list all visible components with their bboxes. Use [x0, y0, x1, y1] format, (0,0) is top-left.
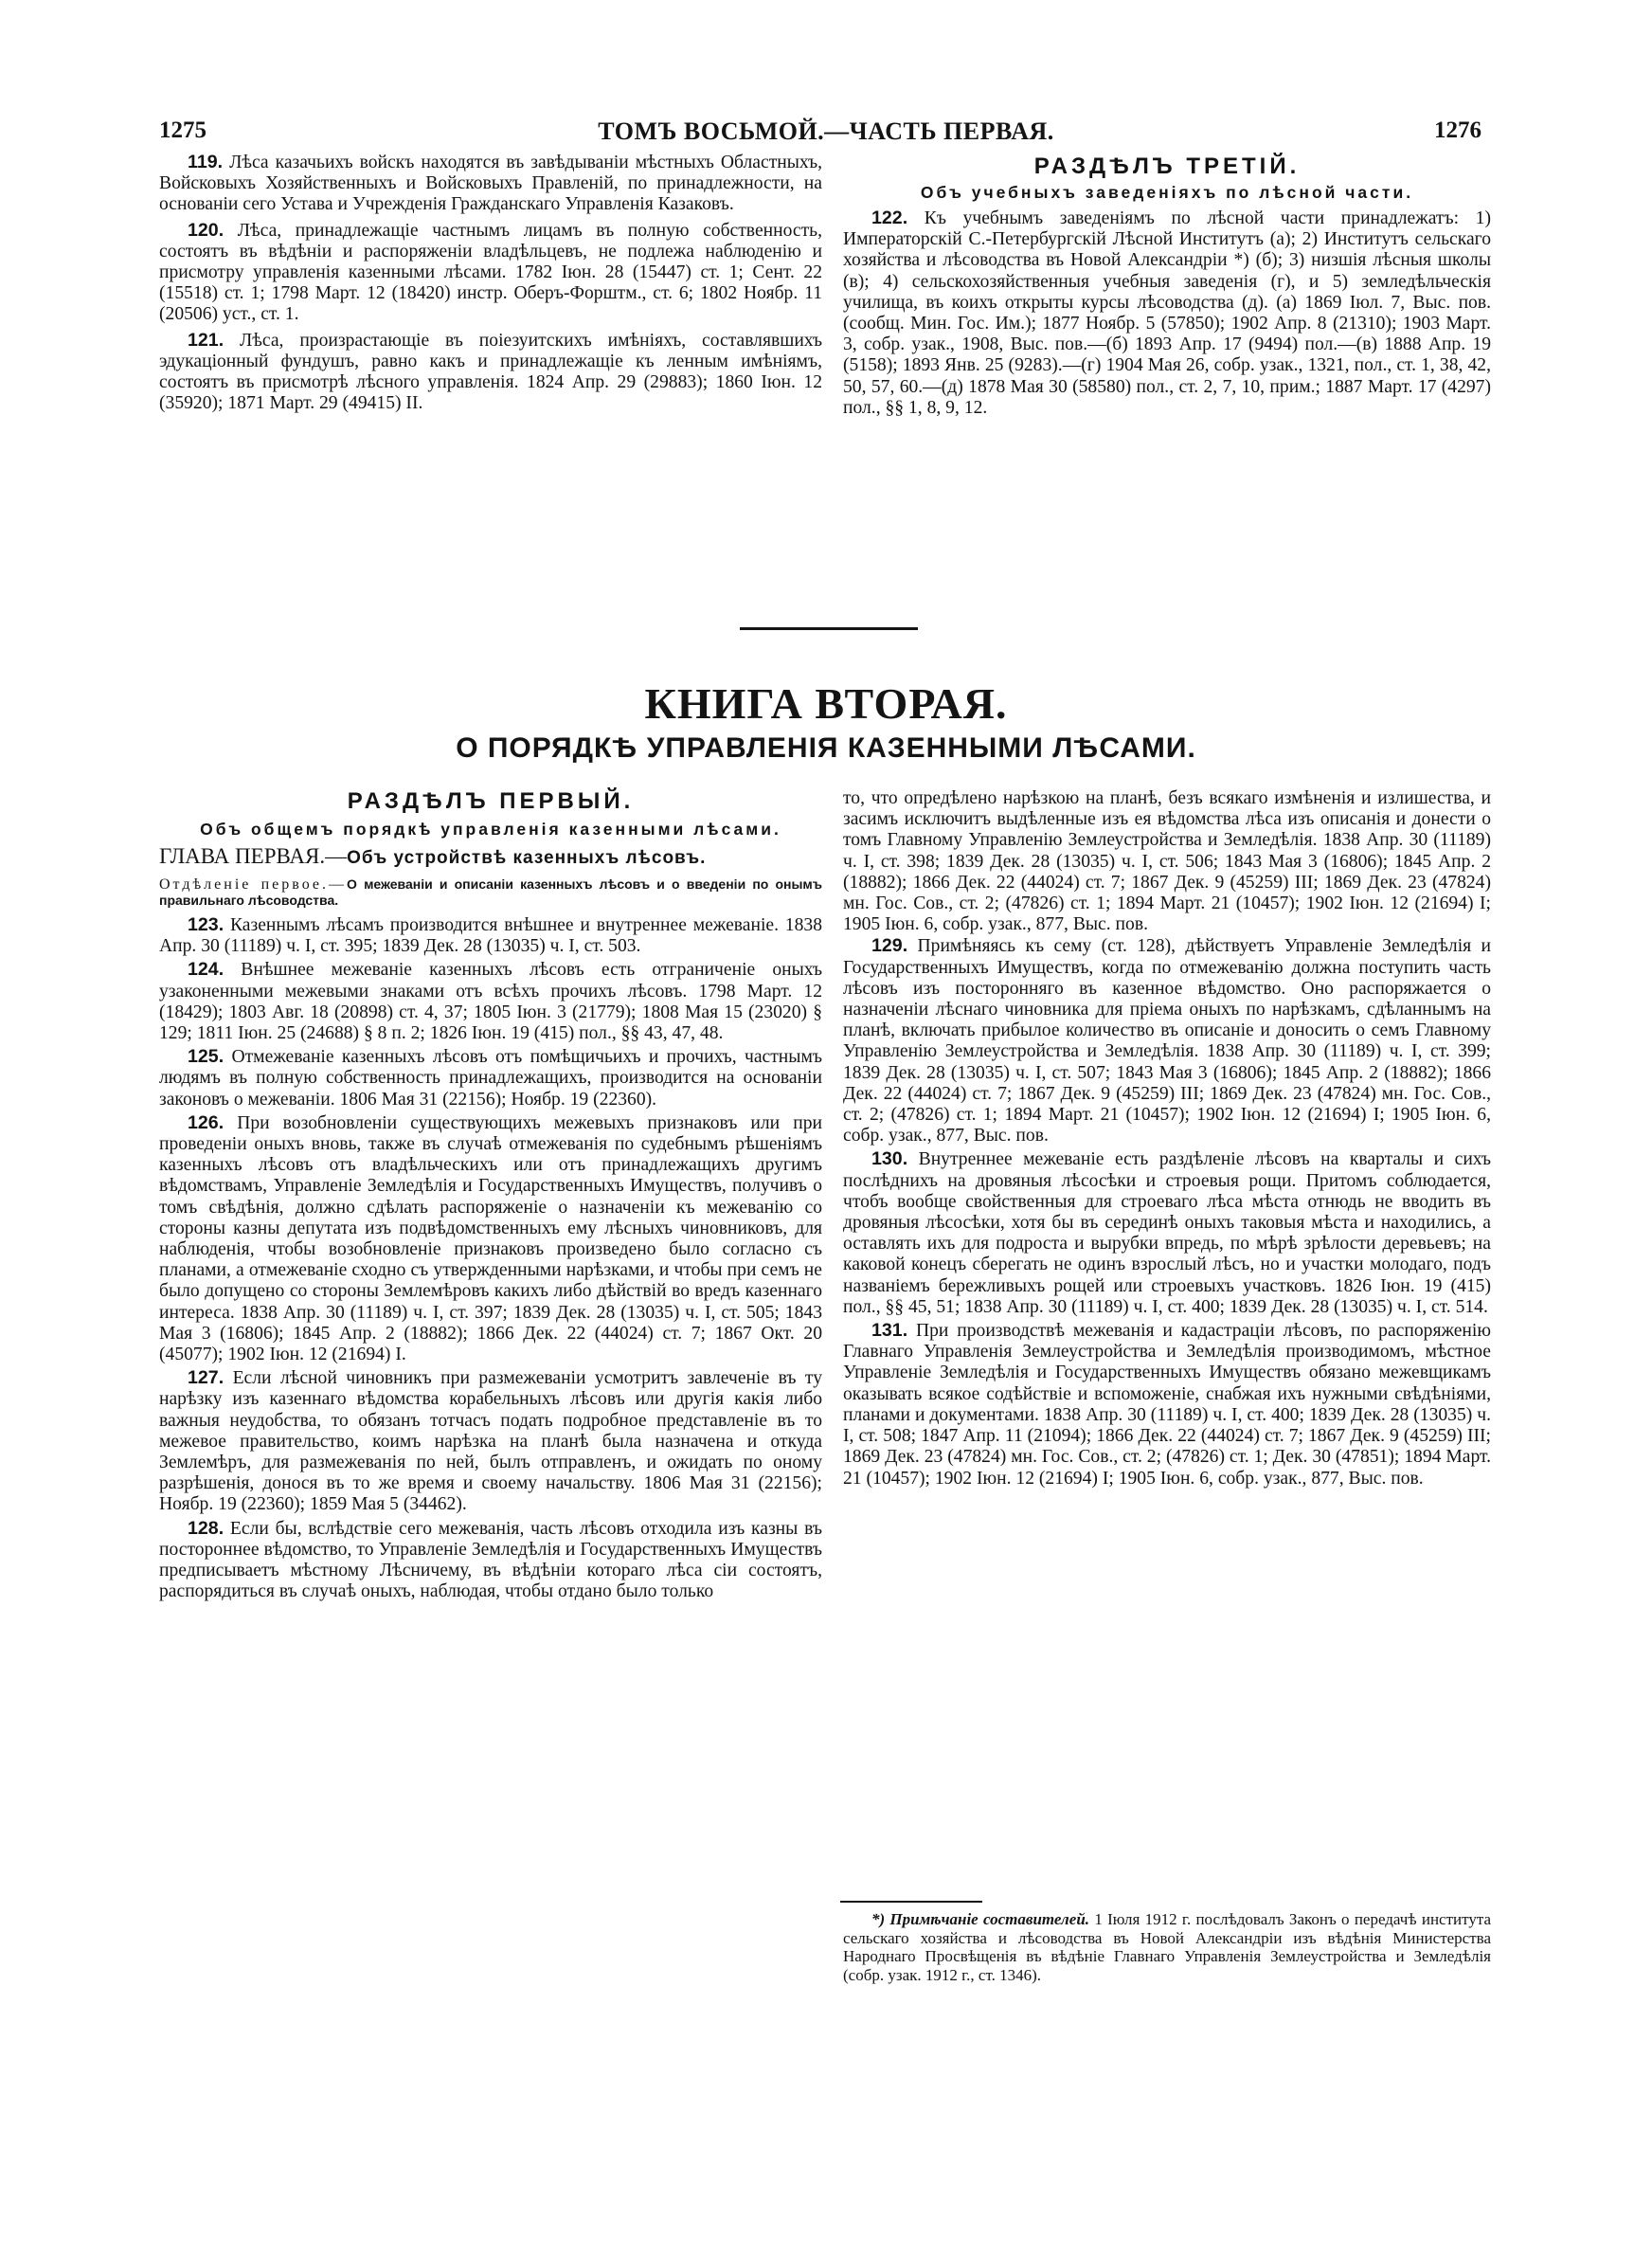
section-divider: [740, 627, 918, 630]
article-text: Внѣшнее межеваніе казенныхъ лѣсовъ есть отграниченіе оныхъ узаконенными межевыми знаками отъ всѣхъ прочихъ лѣсовъ. 1798 Март. 12 (18429); 1803 Авг. 18 (20898) ст. 4, 37; 1805 Іюн. 3 (21779); 1808 Мая 15 (23020) § 129; 1811 Іюн. 25 (24688) § 8 п. 2; 1826 Іюн. 19 (415) пол., §§ 43, 47, 48.: [159, 960, 822, 1044]
article-text: Примѣняясь къ сему (ст. 128), дѣйствуетъ Управленіе Земледѣлія и Государственныхъ Имуществъ, когда по отмежеванію должна поступить часть лѣсовъ изъ посторонняго въ казенное вѣдомство. Оно распоряжается о назначеніи лѣснаго чиновника для пріема оныхъ по нарѣзкамъ, сдѣланнымъ на планѣ, включать прибылое количество въ описаніе и доносить о семъ Главному Управленію Землеустройства и Земледѣлія. 1838 Апр. 30 (11189) ч. I, ст. 399; 1839 Дек. 28 (13035) ч. I, ст. 507; 1843 Мая 3 (16806); 1845 Апр. 2 (18882); 1866 Дек. 22 (44024) ст. 7; 1867 Дек. 9 (45259) III; 1869 Дек. 23 (47824) мн. Гос. Сов., ст. 2; (47826) ст. 1; 1894 Март. 21 (10457); 1902 Іюн. 12 (21694) I; 1905 Іюн. 6, собр. узак., 877, Выс. пов.: [843, 936, 1491, 1147]
article-text: Лѣса казачьихъ войскъ находятся въ завѣдываніи мѣстныхъ Областныхъ, Войсковыхъ Хозяйственныхъ и Войсковыхъ Правленій, по принадлежности, на основаніи сего Устава и Учрежденія Гражданскаго Управленія Казаковъ.: [159, 153, 822, 215]
department-title: О межеваніи и описаніи казенныхъ лѣсовъ и о введеніи по онымъ правильнаго лѣсоводства.: [159, 876, 822, 908]
article-number: 122.: [871, 208, 908, 228]
article-128: [159, 1518, 822, 1603]
article-text: Лѣса, произрастающіе въ поiезуитскихъ имѣніяхъ, составлявшихъ эдукаціонный фундушъ, равно какъ и принадлежащіе къ ленным имѣніямъ, состоятъ въ присмотрѣ лѣсного управленія. 1824 Апр. 29 (29883); 1860 Іюн. 12 (35920); 1871 Март. 29 (49415) II.: [159, 330, 822, 414]
article-126: [159, 1112, 822, 1365]
top-right-column: [843, 153, 1491, 421]
page-number-left: 1275: [159, 117, 206, 143]
article-text: При производствѣ межеванія и кадастраціи лѣсовъ, по распоряженію Главнаго Управленія Землеустройства и Земледѣлія производимомъ, мѣстное Управленіе Земледѣлія и Государственныхъ Имуществъ обязано межевщикамъ оказывать всякое содѣйствіе и вспоможеніе, снабжая ихъ нужными свѣдѣніями, планами и документами. 1838 Апр. 30 (11189) ч. I, ст. 400; 1839 Дек. 28 (13035) ч. I, ст. 508; 1847 Апр. 11 (21094); 1866 Дек. 22 (44024) ст. 7; 1867 Дек. 9 (45259) III; 1869 Дек. 23 (47824) мн. Гос. Сов., ст. 2; (47826) ст. 1; Дек. 30 (47851); 1894 Март. 21 (10457); 1902 Іюн. 12 (21694) I; 1905 Іюн. 6, собр. узак., 877, Выс. пов.: [843, 1321, 1491, 1489]
article-130: [843, 1148, 1491, 1318]
article-120: [159, 220, 822, 326]
department-label: Отдѣленіе первое.—: [159, 876, 348, 893]
article-127: [159, 1367, 822, 1515]
article-number: 126.: [188, 1111, 224, 1133]
article-131: [843, 1320, 1491, 1490]
article-128-continuation: то, что опредѣлено нарѣзкою на планѣ, безъ всякаго измѣненія и излишества, и засимъ исключитъ выдѣленные изъ ея вѣдомства лѣса изъ описанія и донести о томъ Главному Управленію Землеустройства и Земледѣлія. 1838 Апр. 30 (11189) ч. I, ст. 398; 1839 Дек. 28 (13035) ч. I, ст. 506; 1843 Мая 3 (16806); 1845 Апр. 2 (18882); 1866 Дек. 22 (44024) ст. 7; 1867 Дек. 9 (45259) III; 1869 Дек. 23 (47824) мн. Гос. Сов., ст. 2; (47826) ст. 1; 1894 Март. 21 (10457); 1902 Іюн. 12 (21694) I; 1905 Іюн. 6, собр. узак., 877, Выс. пов.: [843, 788, 1491, 935]
article-number: 121.: [188, 329, 224, 351]
article-124: [159, 959, 822, 1044]
article-number: 131.: [871, 1320, 908, 1342]
right-column: [843, 788, 1491, 1491]
article-number: 128.: [188, 1517, 224, 1539]
chapter-label: ГЛАВА ПЕРВАЯ.—: [159, 844, 348, 868]
article-text: Если бы, вслѣдствіе сего межеванія, часть лѣсовъ отходила изъ казны въ постороннее вѣдомство, то Управленіе Земледѣлія и Государственныхъ Имуществъ предписываетъ мѣстному Лѣсничему, въ вѣдѣніи котораго лѣса сіи состоятъ, распорядиться въ случаѣ оныхъ, наблюдая, чтобы отдано было только: [159, 1518, 822, 1602]
article-text: Казеннымъ лѣсамъ производится внѣшнее и внутреннее межеваніе. 1838 Апр. 30 (11189) ч. I, ст. 395; 1839 Дек. 28 (13035) ч. I, ст. 503.: [159, 915, 822, 957]
article-text: При возобновленіи существующихъ межевыхъ признаковъ или при проведеніи оныхъ вновь, также въ случаѣ отмежеванія по судебнымъ рѣшеніямъ казенныхъ лѣсовъ отъ владѣльческихъ или отъ принадлежащихъ другимъ вѣдомствамъ, Управленіе Земледѣлія и Государственныхъ Имуществъ, получивъ о томъ свѣдѣнія, должно сдѣлать распоряженіе о назначеніи къ межеванію со стороны казны депутата изъ подвѣдомственныхъ ему лѣсныхъ чиновниковъ, для наблюденія, чтобы возобновленіе признаковъ произведено было согласно съ планами, а отмежеваніе сходно съ утвержденными нарѣзками, и чтобы при семъ не было допущено со стороны Землемѣровъ какихъ либо дѣйствій во вредъ казеннаго интереса. 1838 Апр. 30 (11189) ч. I, ст. 397; 1839 Дек. 28 (13035) ч. I, ст. 505; 1843 Мая 3 (16806); 1845 Апр. 2 (18882); 1866 Дек. 22 (44024) ст. 7; 1867 Окт. 20 (45077); 1902 Іюн. 12 (21694) I.: [159, 1112, 822, 1365]
article-text: Если лѣсной чиновникъ при размежеваніи усмотритъ завлеченіе въ ту нарѣзку изъ казеннаго вѣдомства корабельныхъ лѣсовъ или другія какія либо важныя неудобства, то обязанъ тотчасъ подать подробное представленіе въ то межевое правительство, коимъ нарѣзка на планѣ была назначена и откуда Землемѣръ, для размежеванія по ней, былъ отправленъ, и ожидать по оному разрѣшенія, донося въ то же время и своему начальству. 1806 Мая 31 (22156); Ноябр. 19 (22360); 1859 Мая 5 (34462).: [159, 1368, 822, 1515]
article-122: [843, 208, 1491, 419]
top-left-column: [159, 152, 822, 416]
article-text: Отмежеваніе казенныхъ лѣсовъ отъ помѣщичьихъ и прочихъ, частнымъ людямъ въ полную собственность принадлежащихъ, производится на основаніи законовъ о межеваніи. 1806 Мая 31 (22156); Ноябр. 19 (22360).: [159, 1047, 822, 1110]
book-title: КНИГА ВТОРАЯ.: [644, 679, 1008, 728]
section-three-title: РАЗДѢЛЪ ТРЕТІЙ.: [1033, 153, 1301, 179]
article-text: Лѣса, принадлежащіе частнымъ лицамъ въ полную собственность, состоятъ въ вѣдѣніи и распоряженіи владѣльцевъ, не подлежа наблюденію и присмотру управленія казенными лѣсами. 1782 Іюн. 28 (15447) ст. 1; Сент. 22 (15518) ст. 1; 1798 Март. 12 (18420) инстр. Оберъ-Форштм., ст. 6; 1802 Ноябр. 11 (20506) уст., ст. 1.: [159, 220, 822, 325]
article-125: [159, 1046, 822, 1110]
footnote-text: 1 Іюля 1912 г. послѣдовалъ Законъ о передачѣ института сельскаго хозяйства и лѣсоводства въ Новой Александріи изъ вѣдѣнія Министерства Народнаго Просвѣщенія въ вѣдѣніе Главнаго Управленія Землеустройства и Земледѣлія (собр. узак. 1912 г., ст. 1346).: [843, 1910, 1492, 1984]
page-number-right: 1276: [1434, 117, 1481, 143]
article-number: 123.: [188, 914, 224, 935]
article-text: Внутреннее межеваніе есть раздѣленіе лѣсовъ на кварталы и сихъ послѣднихъ на дровяныя лѣсосѣки и строевыя рощи. Притомъ соблюдается, чтобъ вообще свойственныя для строеваго лѣса мѣста отнюдь не вводить въ дровяныя лѣсосѣки, хотя бы въ серединѣ оныхъ таковыя мѣста и находились, а оставлять ихъ для подроста и вырубки впредь, по мѣрѣ зрѣлости деревьевъ; на каковой конецъ сберегать не одинъ взрослый лѣсъ, но и участки молодаго, подъ названіемъ бережливыхъ рощей или строевыхъ участковъ. 1826 Іюн. 19 (415) пол., §§ 45, 51; 1838 Апр. 30 (11189) ч. I, ст. 400; 1839 Дек. 28 (13035) ч. I, ст. 514.: [843, 1149, 1491, 1317]
article-123: [159, 914, 822, 957]
article-number: 129.: [871, 935, 908, 957]
footnote: [843, 1910, 1491, 1986]
article-number: 120.: [188, 219, 224, 241]
article-number: 119.: [188, 152, 224, 172]
article-number: 125.: [188, 1046, 224, 1068]
book-subtitle: О ПОРЯДКѢ УПРАВЛЕНІЯ КАЗЕННЫМИ ЛѢСАМИ.: [456, 732, 1196, 764]
article-number: 127.: [188, 1367, 224, 1389]
section-one-title: РАЗДѢЛЪ ПЕРВЫЙ.: [347, 788, 635, 814]
article-119: [159, 152, 822, 216]
department-heading: [159, 876, 822, 909]
section-three-subtitle: Объ учебныхъ заведеніяхъ по лѣсной части.: [920, 183, 1414, 202]
footnote-rule: [840, 1901, 982, 1903]
footnote-text-block: [843, 1910, 1491, 1984]
section-one-subtitle: Объ общемъ порядкѣ управленія казенными лѣсами.: [200, 820, 781, 839]
footnote-lead: *) Примѣчаніе составителей.: [871, 1910, 1090, 1928]
chapter-title: Объ устройствѣ казенныхъ лѣсовъ.: [347, 848, 707, 868]
chapter-heading: [159, 844, 822, 871]
article-number: 124.: [188, 959, 224, 981]
article-121: [159, 330, 822, 415]
left-column: [159, 788, 822, 1605]
article-text: Къ учебнымъ заведеніямъ по лѣсной части принадлежатъ: 1) Императорскій С.-Петербургскій Лѣсной Институтъ (а); 2) Институтъ сельскаго хозяйства и лѣсоводства въ Новой Александріи *) (б); 3) низшія лѣсныя школы (в); 4) сельскохозяйственныя учебныя заведенія (г), и 5) земледѣльческія училища, въ коихъ открыты курсы лѣсоводства (д). (а) 1869 Іюл. 7, Выс. пов. (сообщ. Мин. Гос. Им.); 1877 Ноябр. 5 (57850); 1902 Апр. 8 (21310); 1903 Март. 3, собр. узак., 1908, Выс. пов.—(б) 1893 Апр. 17 (9494) пол.—(в) 1888 Апр. 19 (5158); 1893 Янв. 25 (9283).—(г) 1904 Мая 26, собр. узак., 1321, пол., ст. 1, 38, 42, 50, 57, 60.—(д) 1878 Мая 30 (58580) пол., ст. 2, 7, 10, прим.; 1887 Март. 17 (4297) пол., §§ 1, 8, 9, 12.: [843, 208, 1491, 418]
running-title: ТОМЪ ВОСЬМОЙ.—ЧАСТЬ ПЕРВАЯ.: [598, 117, 1054, 145]
article-129: [843, 935, 1491, 1147]
article-number: 130.: [871, 1148, 908, 1170]
